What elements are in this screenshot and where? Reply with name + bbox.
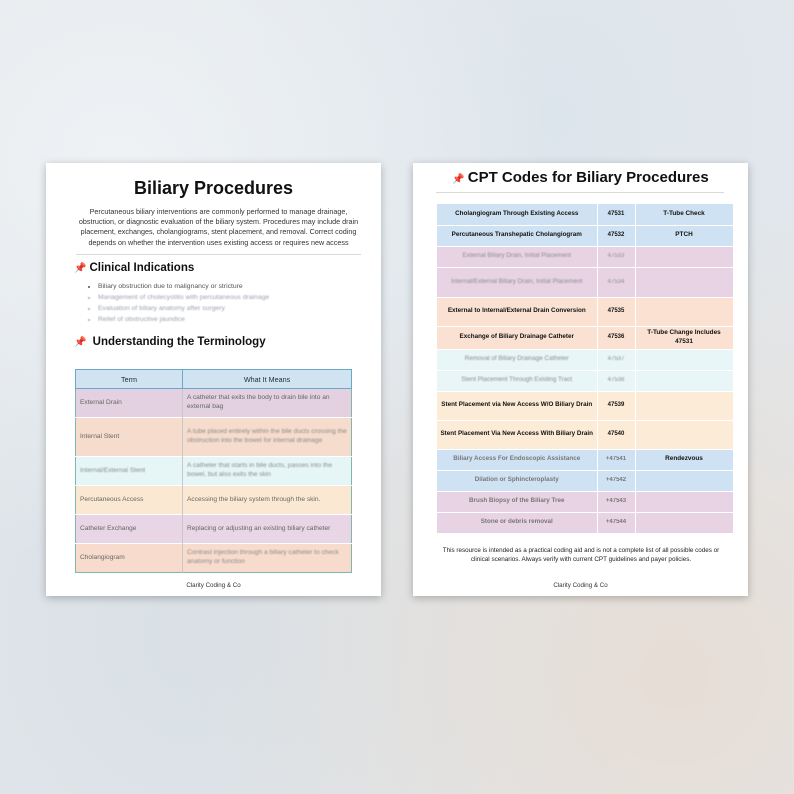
table-row — [437, 370, 733, 391]
note-cell — [635, 370, 733, 391]
pushpin-icon: 📌 — [74, 337, 87, 348]
note-cell — [635, 246, 733, 267]
page-title — [413, 169, 748, 186]
title-text: CPT Codes for Biliary Procedures — [467, 169, 709, 186]
cpt-code-cell: 47533 — [597, 246, 635, 267]
page-footer: Clarity Coding & Co — [186, 582, 241, 589]
table-row — [437, 297, 733, 326]
note-cell — [635, 420, 733, 449]
table-row — [437, 326, 733, 349]
cpt-code-cell: +47543 — [597, 491, 635, 512]
procedure-cell: Stent Placement Through Existing Tract — [437, 370, 597, 391]
procedure-cell: Percutaneous Transhepatic Cholangiogram — [437, 225, 597, 246]
procedure-cell: Stent Placement Via New Access With Biliary Drain — [437, 420, 597, 449]
table-row — [76, 486, 352, 515]
table-row — [437, 470, 733, 491]
term-cell: External Drain — [76, 389, 183, 418]
note-cell: PTCH — [635, 225, 733, 246]
procedure-cell: Cholangiogram Through Existing Access — [437, 204, 597, 225]
cpt-code-cell: 47535 — [597, 297, 635, 326]
cpt-code-cell: 47540 — [597, 420, 635, 449]
column-header: What It Means — [183, 370, 352, 389]
cpt-code-cell: 47531 — [597, 204, 635, 225]
meaning-cell: A catheter that starts in bile ducts, passes into the bowel, but also exits the skin — [183, 457, 352, 486]
note-cell: T-Tube Check — [635, 204, 733, 225]
procedure-cell: Dilation or Sphincteroplasty — [437, 470, 597, 491]
column-header: Term — [76, 370, 183, 389]
note-cell — [635, 491, 733, 512]
table-row — [76, 389, 352, 418]
table-row — [437, 267, 733, 297]
heading-text: Understanding the Terminology — [92, 336, 266, 348]
cpt-code-cell: 47538 — [597, 370, 635, 391]
cpt-codes-table — [437, 204, 734, 534]
note-cell — [635, 297, 733, 326]
terminology-table — [75, 369, 352, 573]
table-row — [76, 457, 352, 486]
table-row — [76, 418, 352, 457]
page-footer: Clarity Coding & Co — [553, 582, 608, 589]
cpt-code-cell: +47544 — [597, 512, 635, 533]
term-cell: Percutaneous Access — [76, 486, 183, 515]
table-row — [76, 544, 352, 573]
procedure-cell: External Biliary Drain, Initial Placement — [437, 246, 597, 267]
term-cell: Cholangiogram — [76, 544, 183, 573]
meaning-cell: Replacing or adjusting an existing biliary catheter — [183, 515, 352, 544]
procedure-cell: Exchange of Biliary Drainage Catheter — [437, 326, 597, 349]
cpt-code-cell: +47542 — [597, 470, 635, 491]
table-row — [437, 491, 733, 512]
divider — [436, 192, 724, 193]
cpt-code-cell: 47534 — [597, 267, 635, 297]
list-item: • Relief of obstructive jaundice — [98, 314, 358, 325]
table-row — [437, 225, 733, 246]
note-cell — [635, 267, 733, 297]
clinical-indications-heading — [74, 262, 194, 274]
meaning-cell: A tube placed entirely within the bile ducts crossing the obstruction into the bowel for internal drainage — [183, 418, 352, 457]
meaning-cell: Contrast injection through a biliary catheter to check anatomy or function — [183, 544, 352, 573]
list-item: • Management of cholecystitis with percutaneous drainage — [98, 292, 358, 303]
disclaimer: This resource is intended as a practical coding aid and is not a complete list of all possible codes or clinical scenarios. Always verify with current CPT guidelines and payer policies. — [442, 547, 720, 564]
intro-paragraph: Percutaneous biliary interventions are commonly performed to manage drainage, obstruction, or diagnostic evaluation of the biliary system. Procedures may include drain placement, exchanges, cholangiograms, stent placement, and removal. Correct coding depends on whether the intervention uses existing access or requires new access — [78, 207, 359, 247]
procedure-cell: Removal of Biliary Drainage Catheter — [437, 349, 597, 370]
pushpin-icon: 📌 — [452, 174, 465, 185]
table-row — [437, 349, 733, 370]
meaning-cell: Accessing the biliary system through the skin. — [183, 486, 352, 515]
note-cell — [635, 512, 733, 533]
meaning-cell: A catheter that exits the body to drain bile into an external bag — [183, 389, 352, 418]
note-cell: Rendezvous — [635, 449, 733, 470]
table-row — [437, 420, 733, 449]
table-row — [437, 512, 733, 533]
note-cell — [635, 349, 733, 370]
cpt-code-cell: 47532 — [597, 225, 635, 246]
table-row — [437, 246, 733, 267]
left-document-page — [46, 163, 381, 596]
table-row — [437, 204, 733, 225]
term-cell: Catheter Exchange — [76, 515, 183, 544]
pushpin-icon: 📌 — [74, 263, 87, 274]
indications-list — [98, 281, 358, 325]
list-item: • Biliary obstruction due to malignancy or stricture — [98, 281, 358, 292]
cpt-code-cell: 47537 — [597, 349, 635, 370]
cpt-code-cell: 47536 — [597, 326, 635, 349]
table-row — [437, 391, 733, 420]
procedure-cell: Brush Biopsy of the Biliary Tree — [437, 491, 597, 512]
table-row — [76, 515, 352, 544]
list-item: • Evaluation of biliary anatomy after surgery — [98, 303, 358, 314]
note-cell — [635, 470, 733, 491]
terminology-heading — [74, 336, 266, 348]
divider — [76, 254, 361, 255]
table-header-row — [76, 370, 352, 389]
procedure-cell: Stone or debris removal — [437, 512, 597, 533]
heading-text: Clinical Indications — [89, 262, 195, 274]
note-cell: T-Tube Change Includes 47531 — [635, 326, 733, 349]
cpt-code-cell: 47539 — [597, 391, 635, 420]
page-title: Biliary Procedures — [133, 178, 294, 198]
procedure-cell: Biliary Access For Endoscopic Assistance — [437, 449, 597, 470]
cpt-code-cell: +47541 — [597, 449, 635, 470]
right-document-page — [413, 163, 748, 596]
procedure-cell: External to Internal/External Drain Conversion — [437, 297, 597, 326]
term-cell: Internal Stent — [76, 418, 183, 457]
procedure-cell: Stent Placement via New Access W/O Biliary Drain — [437, 391, 597, 420]
term-cell: Internal/External Stent — [76, 457, 183, 486]
table-row — [437, 449, 733, 470]
procedure-cell: Internal/External Biliary Drain, Initial Placement — [437, 267, 597, 297]
note-cell — [635, 391, 733, 420]
